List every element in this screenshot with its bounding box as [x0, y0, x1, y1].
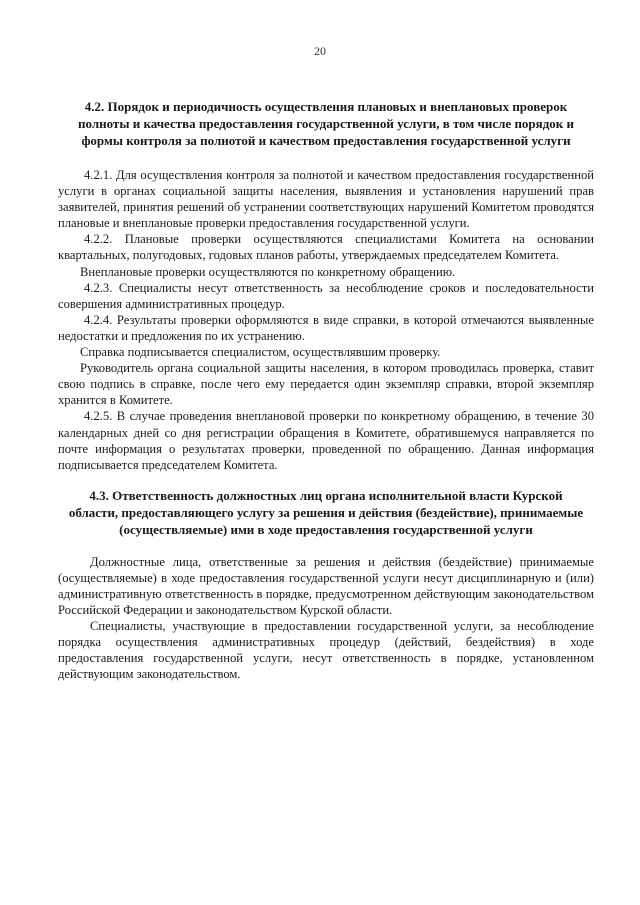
paragraph-certificate-signed: Справка подписывается специалистом, осуществлявшим проверку. [80, 345, 441, 360]
document-body [58, 98, 594, 683]
paragraph-4-2-3: 4.2.3. Специалисты несут ответственность за несоблюдение сроков и последовательности совершения административных процедур. [58, 280, 594, 311]
page-number: 20 [314, 44, 326, 58]
paragraph-officials-responsibility: Должностные лица, ответственные за решения и действия (бездействие) принимаемые (осуществляемые) в ходе предоставления государственной услуги несут дисциплинарную и (или) административную ответственность в порядке, предусмотренном действующим законодательством Российской Федерации и законодательством Курской области. [58, 554, 594, 618]
section-4-2-heading: 4.2. Порядок и периодичность осуществления плановых и внеплановых проверок полноты и качества предоставления государственной услуги, в том числе порядок и формы контроля за полнотой и качеством предоставления государственной услуги [78, 99, 574, 148]
paragraph-unscheduled-checks: Внеплановые проверки осуществляются по конкретному обращению. [80, 264, 456, 279]
section-4-3-heading: 4.3. Ответственность должностных лиц органа исполнительной власти Курской области, предоставляющего услугу за решения и действия (бездействие), принимаемые (осуществляемые) ими в ходе предоставления государственной услуги [68, 487, 584, 537]
paragraph-specialists-responsibility: Специалисты, участвующие в предоставлении государственной услуги, за несоблюдение порядка осуществления административных процедур (действий, бездействия) в ходе предоставления государственной услуги, несут ответственность в порядке, установленном действующим законодательством. [58, 619, 594, 682]
paragraph-4-2-4: 4.2.4. Результаты проверки оформляются в виде справки, в которой отмечаются выявленные недостатки и предложения по их устранению. [58, 312, 594, 343]
paragraph-4-2-1: 4.2.1. Для осуществления контроля за полнотой и качеством предоставления государственной услуги в органах социальной защиты населения, выявления и установления нарушений прав заявителей, принятия решений об устранении соответствующих нарушений Комитетом проводятся плановые и внеплановые проверки предоставления государственной услуги. [58, 168, 594, 231]
paragraph-head-signature: Руководитель органа социальной защиты населения, в котором проводилась проверка, ставит свою подпись в справке, после чего ему передается один экземпляр справки, второй экземпляр хранится в Комитете. [58, 361, 594, 408]
paragraph-4-2-5: 4.2.5. В случае проведения внеплановой проверки по конкретному обращению, в течение 30 календарных дней со дня регистрации обращения в Комитете, обратившемуся направляется по почте информация о результатах проверки, проведенной по обращению. Данная информация подписывается председателем Комитета. [58, 409, 594, 472]
paragraph-4-2-2: 4.2.2. Плановые проверки осуществляются специалистами Комитета на основании квартальных, полугодовых, годовых планов работы, утверждаемых председателем Комитета. [58, 232, 594, 263]
